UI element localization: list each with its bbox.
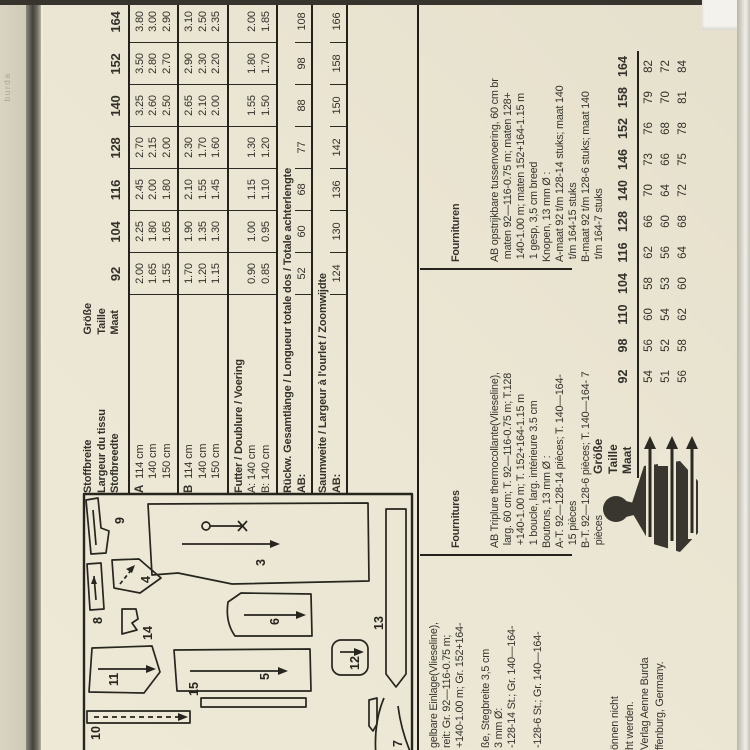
page-edge-right [737,0,750,750]
size-chart-value: 56 [677,370,689,383]
hem-width-section [311,1,348,494]
spacer [233,85,247,126]
imprint-text-fragment [608,658,668,750]
meterage-value: 2.25 [133,221,146,242]
cutting-layout-diagram [82,490,414,750]
meterage-value: 1.70 [259,53,272,74]
imprint-line: ffenburg, Germany. [654,661,666,750]
hem-width-value: 166 [330,1,346,43]
size-chart-value: 68 [660,122,672,135]
spacer [233,211,247,252]
fabric-size-header: 164 [108,11,123,33]
view-key: B [183,484,195,493]
notions-line: -128-6 St.; Gr. 140—164- [532,631,544,748]
meterage-value: 1.85 [259,11,272,32]
meterage-value: 2.90 [183,53,195,74]
meterage-value: 2.00 [210,95,222,116]
size-chart-value: 58 [643,277,655,290]
size-chart-size: 128 [616,211,630,232]
spacer [233,127,247,168]
size-chart-value: 52 [660,339,672,352]
fabric-meterage-cell [130,85,178,127]
piece-number-label: 10 [89,726,103,740]
meterage-value: 2.80 [147,53,159,74]
meterage-value: 2.15 [147,137,159,158]
meterage-value: 1.55 [160,263,173,284]
spacer [233,253,247,294]
meterage-value: 2.00 [160,137,173,158]
size-chart-size: 164 [616,56,630,77]
meterage-value: 2.20 [210,53,222,74]
size-chart-value: 66 [643,215,655,228]
notions-line: B-T. 92—128-6 pièces; T. 140—164- 7 [580,371,592,548]
notions-dutch [424,0,632,262]
fabric-width-value: 114 cm [133,444,146,479]
notions-line: AB opstrijkbare tussenvoering, 60 cm br [489,78,501,262]
meterage-value: 2.50 [160,95,173,116]
meterage-value: 1.00 [246,221,258,242]
size-chart-size: 158 [616,87,630,108]
notions-french-title: Fournitures [450,490,462,548]
size-chart-value: 72 [677,184,689,197]
notions-line: t/m 164-15 stuks [567,182,579,262]
piece-number-label: 11 [107,672,121,686]
meterage-value: 1.50 [259,95,272,116]
size-chart-size: 110 [616,304,630,325]
size-chart-value: 72 [660,60,672,73]
size-chart-value: 78 [677,122,689,135]
size-chart-value: 76 [643,122,655,135]
meterage-value: 2.65 [183,95,195,116]
meterage-value: 2.90 [160,11,173,32]
meterage-value: 2.00 [246,11,258,32]
back-length-value: 60 [295,211,311,253]
meterage-value: 1.70 [196,137,209,158]
size-chart-value: 53 [660,277,672,290]
hem-width-value: 158 [330,43,346,85]
notions-line: A-T. 92—128-14 pièces; T. 140—164- [554,374,566,548]
lining-meterage-cell [229,253,277,295]
size-chart-value: 70 [643,184,655,197]
piece-number-label: 3 [254,559,268,566]
meterage-value: 2.70 [133,137,146,158]
size-chart-value: 58 [677,339,689,352]
notions-line: +140-1.00 m; Gr. 152+164- [454,622,466,748]
lining-rows [227,1,277,494]
column-rule [420,554,572,556]
notions-line [467,560,480,748]
notions-line [519,560,532,748]
back-length-section [276,1,311,494]
size-chart-value: 73 [643,153,655,166]
fabric-meterage-cell [130,211,178,253]
meterage-value: 2.00 [147,179,159,200]
spacer [233,43,247,84]
notions-line: larg. 60 cm; T. 92—116-0.75 m; T.128 [502,372,514,548]
spacer [233,169,247,210]
piece-number-label: 8 [91,617,105,624]
meterage-value: 1.15 [246,179,258,200]
meterage-value: 2.60 [147,95,159,116]
meterage-value: 1.55 [196,179,209,200]
notions-line: reit: Gr. 92—116-0.75 m; [441,634,453,748]
meterage-value: 1.20 [196,263,209,284]
notions-line: Boutons, 13 mm Ø : [541,455,553,548]
piece-number-label: 6 [268,618,282,625]
meterage-value: 2.10 [196,95,209,116]
notions-line: +140-1.00 m; T. 152+164-1.15 m [515,394,527,548]
notions-line: 140-1.00 m; maten 152+164-1.15 m [515,93,527,262]
meterage-value: 1.65 [160,221,173,242]
size-chart-value: 64 [677,246,689,259]
hem-width-title: Saumweite / Largeur à l'ourlet / Zoomwijdte [317,273,329,493]
meterage-value: 2.00 [133,263,146,284]
imprint-line: önnen nicht [609,696,621,750]
meterage-value: 1.60 [210,137,222,158]
back-length-value: 98 [295,43,311,85]
notions-line: t/m 164-7 stuks [593,188,605,262]
piece-number-label: 5 [258,673,272,680]
notions-line: B-maat 92 t/m 128-6 stuks; maat 140 [580,91,592,262]
fabric-table-header-labels [78,295,126,494]
hem-width-value: 124 [330,253,346,295]
back-length-row-label: AB: [296,473,308,493]
meterage-value: 1.90 [183,221,195,242]
fabric-meterage-cell [179,169,227,211]
page-fold-shadow [26,0,41,750]
back-length-value: 77 [295,127,311,169]
notions-dutch-title: Fournituren [450,203,462,262]
fabric-meterage-cell [130,169,178,211]
size-chart-value: 84 [677,60,689,73]
size-chart-size: 104 [616,273,630,294]
fabric-table-header [78,1,128,494]
meterage-value: 1.55 [246,95,258,116]
hem-width-row-label: AB: [331,473,343,493]
size-chart-size: 152 [616,118,630,139]
meterage-value: 3.00 [147,11,159,32]
back-length-value: 68 [295,169,311,211]
hem-width-value: 150 [330,85,346,127]
size-chart-size-row [616,51,630,392]
fabric-size-header: 116 [108,179,123,201]
lining-meterage-cell [229,85,277,127]
piece-number-label: 9 [113,517,127,524]
diagram-piece-numbers [89,517,405,747]
meterage-value: 2.50 [196,11,209,32]
notions-line: -128-14 St.; Gr. 140—164- [506,625,518,748]
fabric-meterage-cell [179,253,227,295]
meterage-value: 2.30 [183,137,195,158]
fabric-meterage-cell [130,253,178,295]
fabric-rows-view-b [177,1,227,494]
meterage-value: 2.45 [133,179,146,200]
piece-number-label: 14 [141,626,155,640]
section-divider-rule [417,0,419,750]
imprint-line: ht werden. [624,701,636,750]
size-chart-rule [637,51,639,478]
size-chart-value: 64 [660,184,672,197]
fabric-size-header: 104 [108,221,123,243]
notions-line: 1 boucle, larg. intérieure 3.5 cm [528,400,540,548]
meterage-value: 1.35 [196,221,209,242]
fabric-width-value: 140 cm [196,443,209,479]
fabric-size-header: 140 [108,95,123,117]
meterage-value: 1.20 [259,137,272,158]
lining-meterage-cell [229,43,277,85]
fabric-width-value: 114 cm [183,444,195,479]
meterage-value: 2.30 [196,53,209,74]
lining-meterage-cell [229,211,277,253]
notions-line: AB Triplure thermocollante(Vlieseline), [489,372,501,548]
fabric-meterage-cell [130,127,178,169]
size-chart-value: 66 [660,153,672,166]
piece-number-label: 4 [139,576,153,583]
size-chart-value: 62 [643,246,655,259]
back-length-value: 108 [295,1,311,43]
meterage-value: 2.35 [210,11,222,32]
notions-line: 15 pièces [567,500,579,548]
fabric-requirement-table [78,1,348,494]
lining-meterage-cell [229,169,277,211]
notions-line: 3 mm Ø: [493,708,505,748]
size-chart-value: 60 [643,308,655,321]
meterage-value: 1.70 [183,263,195,284]
size-chart-value: 56 [643,339,655,352]
meterage-value: 1.15 [210,263,222,284]
size-label: Größe Taille Maat [82,303,121,335]
lining-title: Futter / Doublure / Voering [232,359,245,493]
back-length-value: 88 [295,85,311,127]
back-length-title: Rückw. Gesamtlänge / Longueur totale dos / Totale achterlengte [282,167,294,493]
meterage-value: 1.80 [147,221,159,242]
page-fold-highlight [41,0,43,750]
notions-line: pièces [593,515,605,548]
hem-width-value: 136 [330,169,346,211]
fabric-meterage-cell [179,43,227,85]
notions-line: maten 92—116-0.75 m; maten 128+ [502,92,514,262]
size-chart-value: 70 [660,91,672,104]
lining-labels [229,295,277,494]
fabric-width-value: 140 cm [147,443,159,479]
meterage-value: 1.45 [210,179,222,200]
notions-line: Knopen, 13 mm Ø : [541,171,553,262]
size-chart-value: 81 [677,91,689,104]
page-edge-top [0,0,706,5]
child-figure-icon [596,427,714,567]
meterage-value: 1.80 [160,179,173,200]
meterage-value: 1.30 [246,137,258,158]
meterage-value: 1.30 [210,221,222,242]
size-chart-size: 116 [616,242,630,263]
meterage-value: 1.10 [259,179,272,200]
size-chart-size: 146 [616,149,630,170]
meterage-value: 0.95 [259,221,272,242]
view-key: A [133,484,146,493]
spine-edge-text: burda [2,72,12,102]
piece-number-label: 12 [348,656,362,670]
size-chart-size: 98 [616,338,630,353]
fabric-meterage-cell [130,43,178,85]
fabric-meterage-cell [179,127,227,169]
column-rule [420,268,572,270]
fabric-width-value: 150 cm [160,443,173,479]
size-chart-labels: Größe Taille Maat [591,438,634,474]
back-length-value: 52 [295,253,311,295]
size-chart-measurement-row [677,51,689,392]
meterage-value: 3.50 [133,53,146,74]
meterage-value: 1.80 [246,53,258,74]
spacer [233,1,247,42]
size-chart-value: 54 [643,370,655,383]
size-chart-size: 92 [616,369,630,384]
notions-line: gelbare Einlage(Vlieseline), [428,622,440,748]
view-b-widths [179,295,227,494]
meterage-value: 3.10 [183,11,195,32]
meterage-value: 0.85 [259,263,272,284]
fabric-meterage-cell [130,1,178,43]
fabric-size-header: 92 [108,266,123,282]
size-chart-size: 140 [616,180,630,201]
fabric-width-value: 150 cm [210,443,222,479]
fabric-rows-view-a [128,1,178,494]
lining-row-label: B: 140 cm [259,444,272,493]
size-chart-value: 68 [677,215,689,228]
size-chart-value: 79 [643,91,655,104]
size-chart-value: 62 [677,308,689,321]
meterage-value: 0.90 [246,263,258,284]
hem-width-value: 142 [330,127,346,169]
size-chart-value: 60 [677,277,689,290]
meterage-value: 2.10 [183,179,195,200]
meterage-value: 1.65 [147,263,159,284]
meterage-value: 2.70 [160,53,173,74]
imprint-line: Verlag Aenne Burda [639,657,651,750]
meterage-value: 3.80 [133,11,146,32]
size-chart-measurement-row [660,51,672,392]
size-chart-value: 75 [677,153,689,166]
size-chart-value: 56 [660,246,672,259]
size-chart-measurement-row [643,51,655,392]
fabric-meterage-cell [179,1,227,43]
size-chart-value: 60 [660,215,672,228]
size-chart-value: 51 [660,370,672,383]
fabric-meterage-cell [179,85,227,127]
view-a-widths [130,295,178,494]
piece-number-label: 7 [391,740,405,747]
notions-german-fragment [428,560,545,748]
meterage-value: 3.25 [133,95,146,116]
fabric-size-header: 152 [108,53,123,75]
lining-meterage-cell [229,127,277,169]
fabric-meterage-cell [179,211,227,253]
size-chart-value: 54 [660,308,672,321]
fabric-size-header: 128 [108,137,123,159]
hem-width-value: 130 [330,211,346,253]
fabric-width-label: Stoffbreite Largeur du tissu Stofbreedte [82,409,121,493]
lining-meterage-cell [229,1,277,43]
piece-number-label: 13 [372,616,386,630]
size-chart-value: 82 [643,60,655,73]
piece-number-label: 15 [187,682,201,696]
lining-row-label: A: 140 cm [246,444,258,493]
page-edge-left [0,0,27,750]
notions-line: ße, Stegbreite 3,5 cm [480,648,492,748]
notions-line: 1 gesp, 3,5 cm breed [528,161,540,262]
notions-line: A-maat 92 t/m 128-14 stuks; maat 140 [554,85,566,262]
